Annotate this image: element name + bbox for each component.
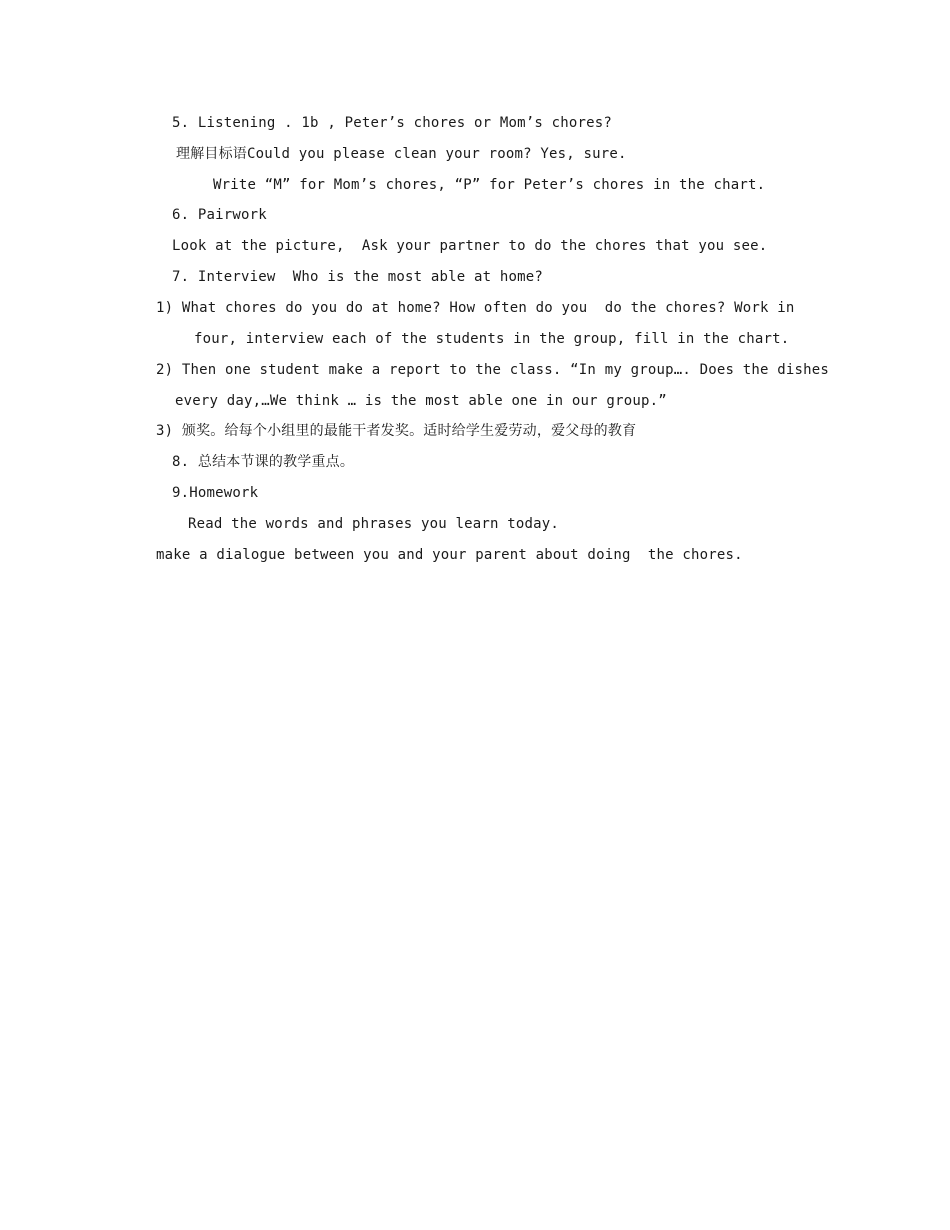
step-7-interview: 7. Interview Who is the most able at home? bbox=[172, 269, 544, 285]
homework-item-2: make a dialogue between you and your parent about doing the chores. bbox=[156, 547, 743, 563]
step-8-summary: 8. 总结本节课的教学重点。 bbox=[172, 454, 355, 470]
interview-item-3: 3) 颁奖。给每个小组里的最能干者发奖。适时给学生爱劳动，爱父母的教育 bbox=[156, 423, 637, 439]
step-5-listening: 5. Listening . 1b , Peter’s chores or Mom’s chores? bbox=[172, 115, 613, 131]
homework-item-1: Read the words and phrases you learn today. bbox=[188, 516, 560, 532]
step-6-pairwork: 6. Pairwork bbox=[172, 207, 267, 223]
target-language-line: 理解目标语Could you please clean your room? Yes, sure. bbox=[176, 146, 627, 162]
pairwork-instruction: Look at the picture, Ask your partner to do the chores that you see. bbox=[172, 238, 768, 254]
chart-instruction: Write “M” for Mom’s chores, “P” for Peter’s chores in the chart. bbox=[213, 177, 766, 193]
interview-item-2-cont: every day,…We think … is the most able one in our group.” bbox=[175, 393, 667, 409]
interview-item-1: 1) What chores do you do at home? How often do you do the chores? Work in bbox=[156, 300, 795, 316]
interview-item-1-cont: four, interview each of the students in the group, fill in the chart. bbox=[194, 331, 790, 347]
step-9-homework: 9.Homework bbox=[172, 485, 259, 501]
interview-item-2: 2) Then one student make a report to the class. “In my group…. Does the dishes bbox=[156, 362, 830, 378]
